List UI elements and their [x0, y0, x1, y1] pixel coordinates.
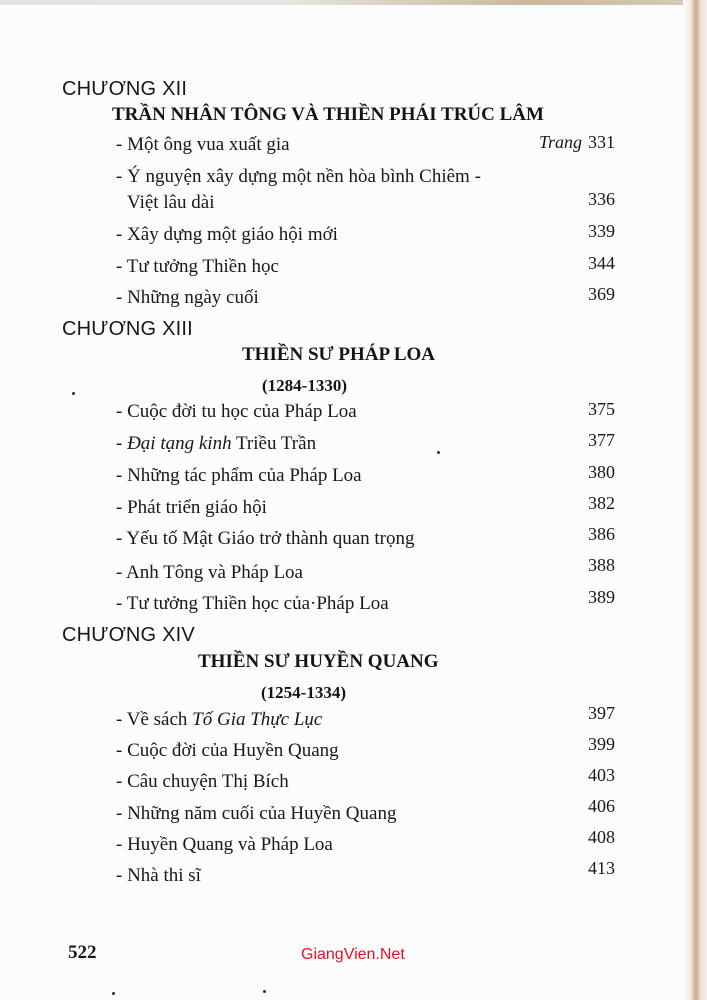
page-number: 388: [588, 555, 615, 575]
page-number: 336: [588, 189, 615, 209]
chapter-title: THIỀN SƯ HUYỀN QUANG: [198, 651, 439, 672]
toc-entry[interactable]: - Cuộc đời tu học của Pháp Loa: [116, 401, 357, 422]
chapter-years: (1254-1334): [261, 683, 346, 702]
scan-speck: [437, 451, 440, 454]
page-number: 382: [588, 493, 615, 513]
page-number: 397: [588, 703, 615, 723]
toc-entry[interactable]: - Những ngày cuối: [116, 287, 259, 308]
watermark-link[interactable]: GiangVien.Net: [301, 946, 405, 963]
chapter-years: (1284-1330): [262, 376, 347, 395]
page-number: 413: [588, 858, 615, 878]
chapter-label: CHƯƠNG XIV: [62, 624, 195, 646]
toc-entry[interactable]: - Những tác phẩm của Pháp Loa: [116, 465, 362, 486]
toc-entry[interactable]: - Ý nguyện xây dựng một nền hòa bình Chiêm -: [116, 166, 481, 187]
chapter-title: THIỀN SƯ PHÁP LOA: [242, 344, 436, 365]
page-number: Trang 331: [538, 132, 615, 152]
toc-entry[interactable]: - Xây dựng một giáo hội mới: [116, 224, 338, 245]
toc-entry[interactable]: - Về sách Tố Gia Thực Lục: [116, 709, 323, 730]
page-number: 408: [588, 827, 615, 847]
page-number: 403: [588, 765, 615, 785]
chapter-label: CHƯƠNG XII: [62, 78, 188, 100]
page-number: 377: [588, 430, 615, 450]
toc-entry[interactable]: - Tư tưởng Thiền học của·Pháp Loa: [116, 593, 389, 614]
toc-entry-continuation: Việt lâu dài: [127, 192, 215, 213]
toc-entry[interactable]: - Tư tưởng Thiền học: [116, 256, 279, 277]
scan-speck: [72, 392, 75, 395]
page-number: 389: [588, 587, 615, 607]
toc-entry[interactable]: - Anh Tông và Pháp Loa: [116, 562, 303, 583]
page-number: 399: [588, 734, 615, 754]
toc-entry[interactable]: - Đại tạng kinh Triều Trần: [116, 433, 317, 454]
scan-speck: [112, 992, 115, 995]
toc-entry[interactable]: - Câu chuyện Thị Bích: [116, 771, 289, 792]
toc-entry[interactable]: - Những năm cuối của Huyền Quang: [116, 803, 397, 824]
toc-entry[interactable]: - Nhà thi sĩ: [116, 865, 201, 886]
page-number: 375: [588, 399, 615, 419]
toc-entry[interactable]: - Huyền Quang và Pháp Loa: [116, 834, 333, 855]
page-number: 344: [588, 253, 615, 273]
folio-page-number: 522: [68, 942, 97, 963]
page-number: 369: [588, 284, 615, 304]
toc-entry[interactable]: - Một ông vua xuất gia: [116, 134, 290, 155]
page-number: 339: [588, 221, 615, 241]
chapter-label: CHƯƠNG XIII: [62, 318, 193, 340]
scan-speck: [263, 990, 266, 993]
page-label: Trang: [538, 132, 582, 152]
toc-entry[interactable]: - Phát triển giáo hội: [116, 497, 267, 518]
toc-entry[interactable]: - Yếu tố Mật Giáo trở thành quan trọng: [116, 528, 415, 549]
page-number: 386: [588, 524, 615, 544]
chapter-title: TRẦN NHÂN TÔNG VÀ THIỀN PHÁI TRÚC LÂM: [112, 104, 544, 125]
page-number: 380: [588, 462, 615, 482]
toc-entry[interactable]: - Cuộc đời của Huyền Quang: [116, 740, 339, 761]
page-number: 406: [588, 796, 615, 816]
